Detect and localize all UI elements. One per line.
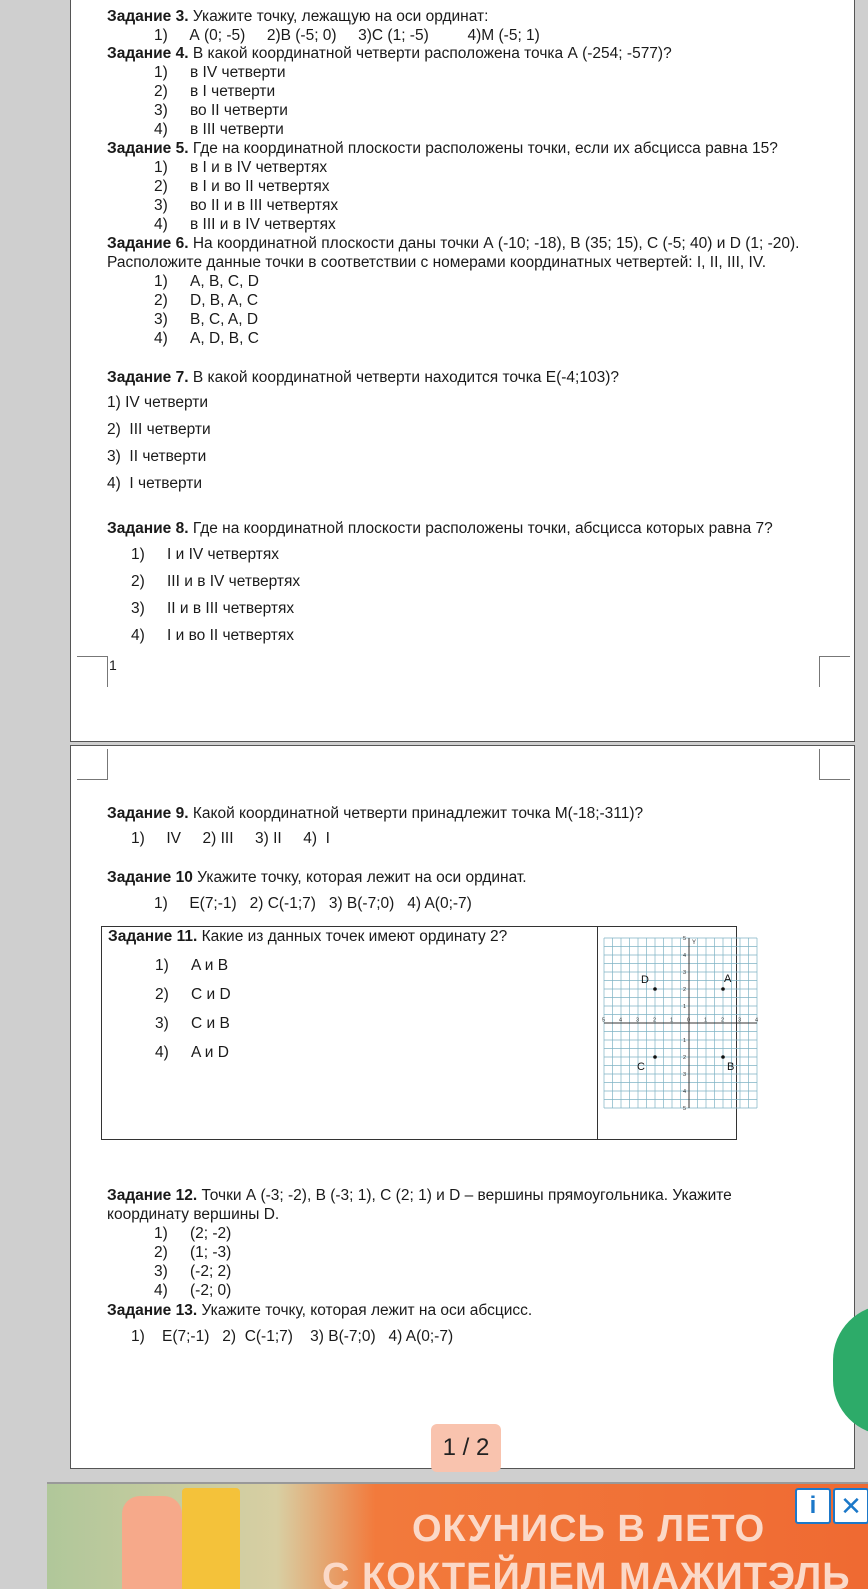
y-tick-label: 5 — [683, 936, 687, 942]
x-tick-label: 2 — [653, 1017, 657, 1024]
coordinate-grid — [602, 927, 764, 1117]
point-label-B: B — [727, 1061, 735, 1073]
ex10-heading: Задание 10 Укажите точку, которая лежит на оси ординат. — [107, 869, 527, 886]
x-tick-label: 3 — [738, 1017, 742, 1024]
crop-mark-bottom-left — [77, 656, 108, 687]
x-tick-label: 2 — [721, 1017, 725, 1024]
ex6-option-4-text: A, D, B, C — [190, 330, 259, 347]
ex11-option-3: 3) — [155, 1015, 169, 1032]
y-tick-label: 2 — [683, 987, 687, 993]
ex6-option-2-text: D, B, A, C — [190, 292, 259, 309]
ex11-table — [101, 926, 759, 1140]
ad-headline-2: С КОКТЕЙЛЕМ МАЖИТЭЛЬ — [322, 1556, 851, 1589]
ad-info-icon[interactable]: i — [795, 1488, 831, 1524]
x-tick-label: 5 — [602, 1017, 606, 1024]
point-B — [721, 1055, 725, 1059]
ex4-option-3-text: во II четверти — [190, 102, 288, 119]
y-tick-label: 3 — [683, 1072, 687, 1078]
ex4-option-3: 3) — [154, 102, 168, 119]
ex5-heading: Задание 5. Где на координатной плоскости расположены точки, если их абсцисса равна 15? — [107, 140, 778, 157]
ex8-option-4-text: I и во II четвертях — [167, 627, 294, 644]
ex5-option-3: 3) — [154, 197, 168, 214]
crop-mark-top-right — [819, 749, 850, 780]
x-tick-label: 1 — [704, 1017, 708, 1024]
ex6-option-2: 2) — [154, 292, 168, 309]
document-page-1 — [70, 0, 855, 742]
ex8-option-2: 2) — [131, 573, 145, 590]
ex7-option-3: 3) II четверти — [107, 448, 207, 465]
ex8-heading: Задание 8. Где на координатной плоскости расположены точки, абсцисса которых равна 7? — [107, 520, 773, 537]
page-indicator: 1 / 2 — [431, 1424, 501, 1472]
ex7-option-1: 1) IV четверти — [107, 394, 209, 411]
y-tick-label: 2 — [683, 1055, 687, 1061]
ad-close-icon[interactable]: ✕ — [833, 1488, 868, 1524]
page-number: 1 — [109, 657, 117, 673]
ex7-heading: Задание 7. В какой координатной четверти находится точка Е(-4;103)? — [107, 369, 620, 386]
ex12-option-3: 3) — [154, 1263, 168, 1280]
ex4-option-4-text: в III четверти — [190, 121, 284, 138]
ex6-question-cont: Расположите данные точки в соответствии с номерами координатных четвертей: I, II, III, IV. — [107, 254, 767, 271]
point-label-C: C — [637, 1061, 645, 1073]
ex5-option-1-text: в I и в IV четвертях — [190, 159, 328, 176]
ex5-option-2: 2) — [154, 178, 168, 195]
ex13-options: 1) E(7;-1) 2) C(-1;7) 3) B(-7;0) 4) A(0;-7) — [131, 1328, 454, 1345]
point-A — [721, 987, 725, 991]
ex8-option-2-text: III и в IV четвертях — [167, 573, 301, 590]
ex9-heading: Задание 9. Какой координатной четверти принадлежит точка М(-18;-311)? — [107, 805, 644, 822]
ex11-heading: Задание 11. Какие из данных точек имеют ординату 2? — [108, 928, 508, 945]
point-C — [653, 1055, 657, 1059]
ex7-option-2: 2) III четверти — [107, 421, 211, 438]
ex4-option-2: 2) — [154, 83, 168, 100]
ex8-option-1: 1) — [131, 546, 145, 563]
grid-ticks — [602, 936, 758, 1112]
ex8-option-1-text: I и IV четвертях — [167, 546, 280, 563]
ex12-option-1: 1) — [154, 1225, 168, 1242]
document-page-2 — [70, 745, 855, 1469]
y-tick-label: 1 — [683, 1038, 687, 1044]
x-tick-label: 0 — [687, 1017, 691, 1024]
ex12-question-cont: координату вершины D. — [107, 1206, 280, 1223]
point-label-D: D — [641, 974, 649, 986]
ex5-option-4-text: в III и в IV четвертях — [190, 216, 336, 233]
ex12-option-2-text: (1; -3) — [190, 1244, 232, 1261]
ex11-option-1-text: A и B — [191, 957, 229, 974]
y-tick-label: 4 — [683, 953, 687, 959]
ad-headline-1: ОКУНИСЬ В ЛЕТО — [412, 1508, 766, 1550]
ex12-option-3-text: (-2; 2) — [190, 1263, 232, 1280]
ex4-heading: Задание 4. В какой координатной четверти расположена точка А (-254; -577)? — [107, 45, 672, 62]
point-D — [653, 987, 657, 991]
ex6-option-4: 4) — [154, 330, 168, 347]
ex8-option-3-text: II и в III четвертях — [167, 600, 295, 617]
ex11-option-4-text: A и D — [191, 1044, 229, 1061]
ex5-option-4: 4) — [154, 216, 168, 233]
ex4-option-4: 4) — [154, 121, 168, 138]
ex6-option-3: 3) — [154, 311, 168, 328]
juice-bottle-image — [122, 1496, 182, 1589]
ex6-option-1: 1) — [154, 273, 168, 290]
ex5-option-1: 1) — [154, 159, 168, 176]
ex4-option-2-text: в I четверти — [190, 83, 276, 100]
ex6-heading: Задание 6. На координатной плоскости даны точки А (-10; -18), В (35; 15), С (-5; 40) и D (1; -20). — [107, 235, 800, 252]
x-tick-label: 3 — [636, 1017, 640, 1024]
y-tick-label: 1 — [683, 1004, 687, 1010]
y-axis-label: Y — [692, 940, 697, 946]
ex13-heading: Задание 13. Укажите точку, которая лежит на оси абсцисс. — [107, 1302, 533, 1319]
ex11-option-4: 4) — [155, 1044, 169, 1061]
x-tick-label: 1 — [670, 1017, 674, 1024]
ex4-option-1-text: в IV четверти — [190, 64, 286, 81]
ex3-heading: Задание 3. Укажите точку, лежащую на оси ординат: — [107, 8, 489, 25]
ad-banner[interactable] — [47, 1482, 868, 1589]
ex12-option-1-text: (2; -2) — [190, 1225, 232, 1242]
ex9-options: 1) IV 2) III 3) II 4) I — [131, 830, 330, 847]
x-tick-label: 4 — [619, 1017, 623, 1024]
ex10-options: 1) E(7;-1) 2) C(-1;7) 3) B(-7;0) 4) A(0;-7) — [154, 895, 472, 912]
y-tick-label: 4 — [683, 1089, 687, 1095]
ex12-heading: Задание 12. Точки А (-3; -2), В (-3; 1), С (2; 1) и D – вершины прямоугольника. Укажите — [107, 1187, 732, 1204]
ex8-option-3: 3) — [131, 600, 145, 617]
ex5-option-3-text: во II и в III четвертях — [190, 197, 339, 214]
juice-carton-image — [182, 1488, 240, 1589]
ex6-option-1-text: A, B, C, D — [190, 273, 259, 290]
ex11-option-2: 2) — [155, 986, 169, 1003]
ex12-option-4: 4) — [154, 1282, 168, 1299]
x-tick-label: 4 — [755, 1017, 759, 1024]
ex11-option-1: 1) — [155, 957, 169, 974]
ex12-option-4-text: (-2; 0) — [190, 1282, 232, 1299]
ex6-option-3-text: B, C, A, D — [190, 311, 259, 328]
crop-mark-bottom-right — [819, 656, 850, 687]
ex4-option-1: 1) — [154, 64, 168, 81]
point-label-A: A — [724, 973, 732, 985]
crop-mark-top-left — [77, 749, 108, 780]
y-tick-label: 5 — [683, 1106, 687, 1112]
ex8-option-4: 4) — [131, 627, 145, 644]
ex3-options: 1) А (0; -5) 2)В (-5; 0) 3)С (1; -5) 4)М (-5; 1) — [154, 27, 540, 44]
ex7-option-4: 4) I четверти — [107, 475, 203, 492]
ex11-option-2-text: C и D — [191, 986, 231, 1003]
ex11-option-3-text: C и B — [191, 1015, 230, 1032]
ex11-grid-cell — [597, 927, 759, 1139]
y-tick-label: 3 — [683, 970, 687, 976]
ex12-option-2: 2) — [154, 1244, 168, 1261]
ex5-option-2-text: в I и во II четвертях — [190, 178, 330, 195]
